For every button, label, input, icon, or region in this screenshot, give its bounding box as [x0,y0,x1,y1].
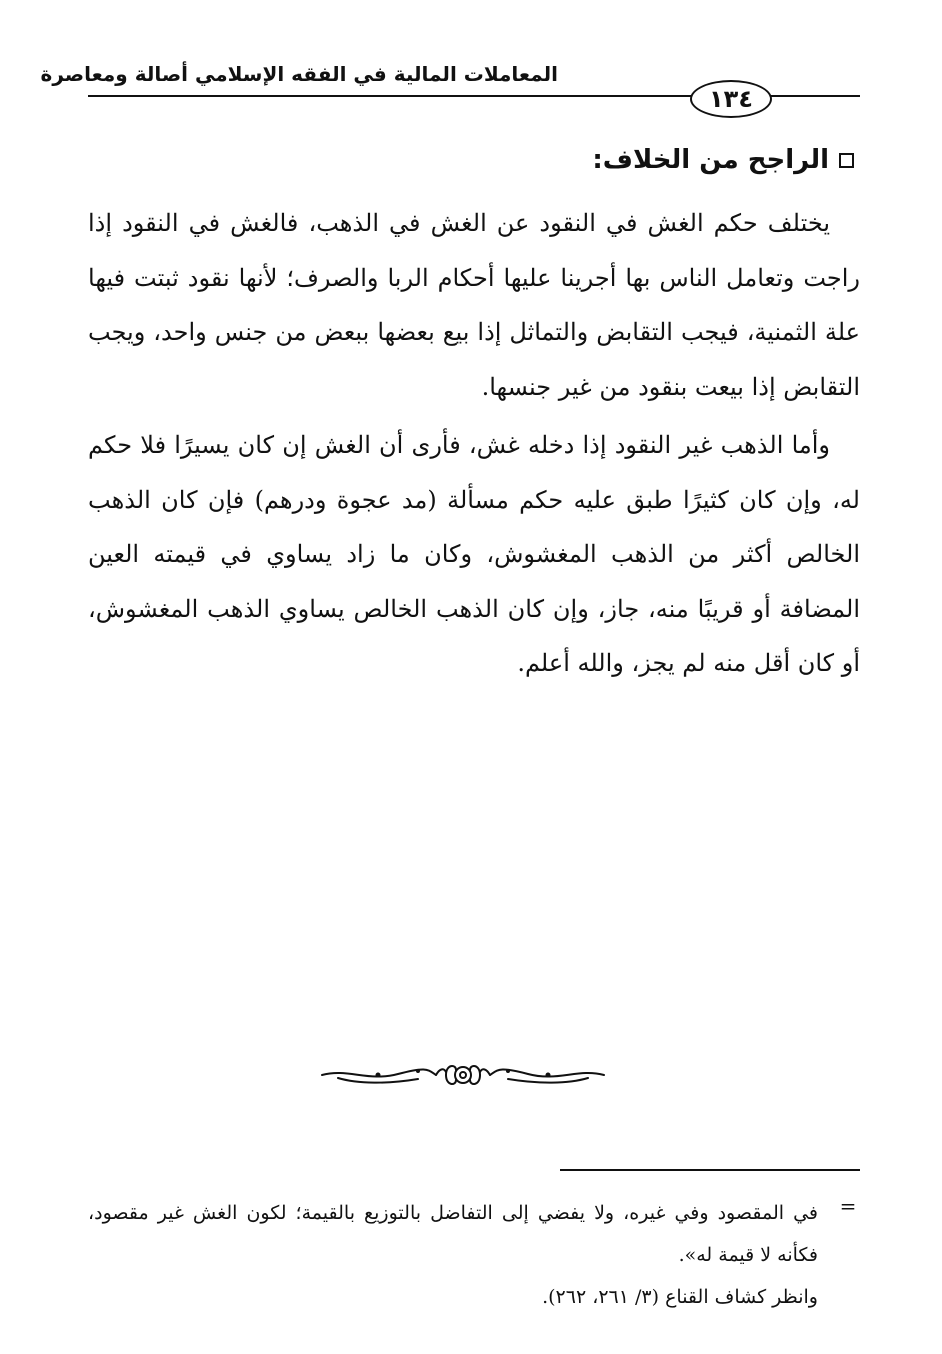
footnote-continuation: في المقصود وفي غيره، ولا يفضي إلى التفاضل بالتوزيع بالقيمة؛ لكون الغش غير مقصود، فكأنه لا قيمة له». [88,1202,818,1266]
running-title: المعاملات المالية في الفقه الإسلامي أصالة ومعاصرة [40,62,558,86]
footnote-reference: وانظر كشاف القناع (٣/ ٢٦١، ٢٦٢). [542,1286,818,1308]
section-heading [592,140,854,180]
footnotes [88,1192,818,1318]
decorative-divider-icon [318,1058,608,1092]
body-text [88,196,860,695]
footnote-continuation-marker: = [839,1194,857,1218]
page-number-badge: ١٣٤ [690,80,772,118]
paragraph-1: يختلف حكم الغش في النقود عن الغش في الذهب، فالغش في النقود إذا راجت وتعامل الناس بها أجرينا عليها أحكام الربا والصرف؛ لأنها نقود ثبتت فيها علة الثمنية، فيجب التقابض والتماثل إذا بيع بعضها ببعض من جنس واحد، ويجب التقابض إذا بيعت بنقود من غير جنسها. [88,209,860,401]
square-bullet-icon [839,153,854,168]
paragraph-2: وأما الذهب غير النقود إذا دخله غش، فأرى أن الغش إن كان يسيرًا فلا حكم له، وإن كان كثيرًا طبق عليه حكم مسألة (مد عجوة ودرهم) فإن كان الذهب الخالص أكثر من الذهب المغشوش، وكان ما زاد يساوي في قيمته العين المضافة أو قريبًا منه، جاز، وإن كان الذهب الخالص يساوي الذهب المغشوش، أو كان أقل منه لم يجز، والله أعلم. [88,431,860,677]
section-heading-text: الراجح من الخلاف: [592,145,829,175]
footnote-rule [560,1169,860,1171]
